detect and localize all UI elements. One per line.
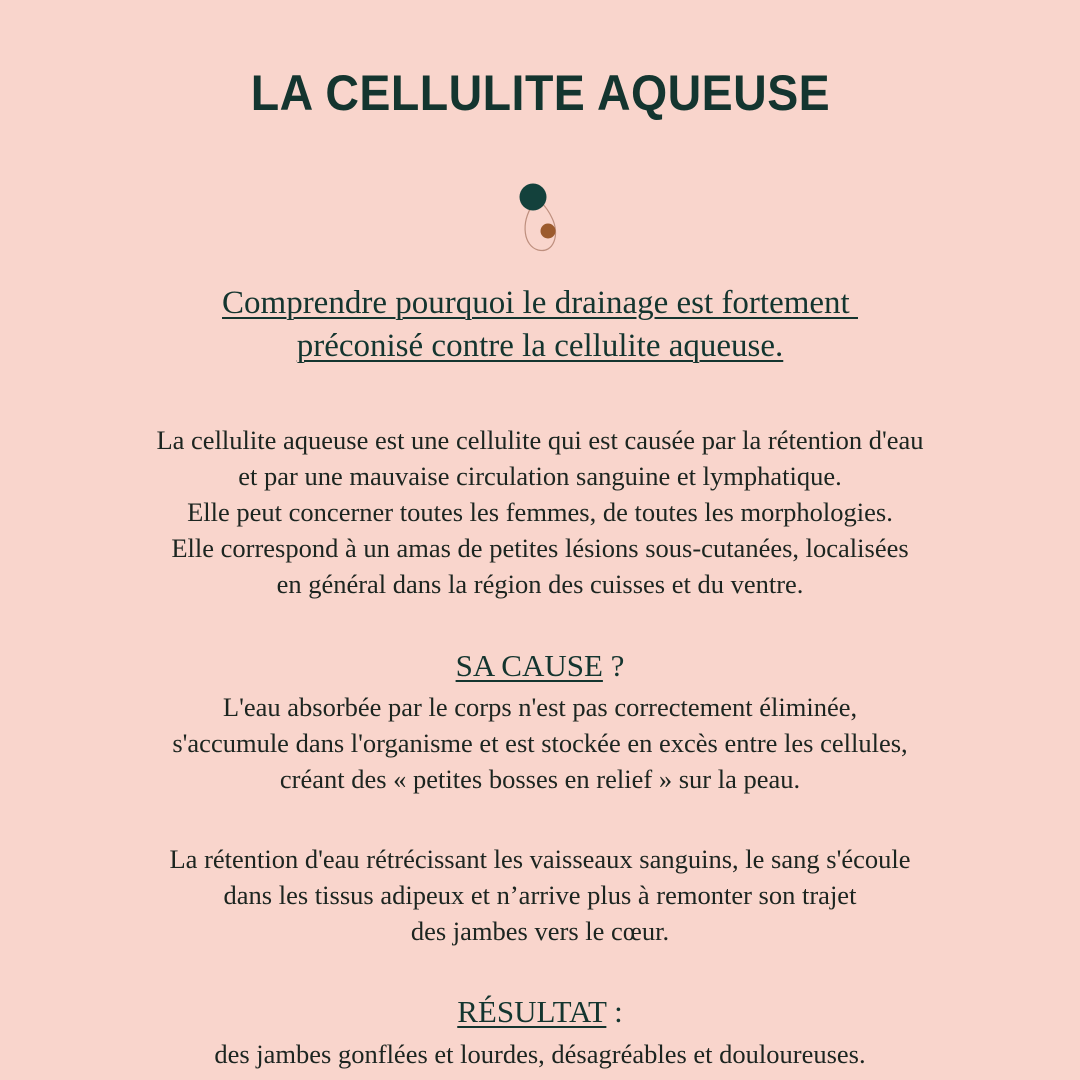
flow-line: dans les tissus adipeux et n’arrive plus à remonter son trajet [223, 879, 857, 910]
cause-paragraph [70, 690, 1010, 798]
page-title: LA CELLULITE AQUEUSE [250, 65, 830, 121]
flow-line: des jambes vers le cœur. [410, 915, 670, 946]
intro-paragraph [70, 423, 1010, 603]
cause-heading-tail: ? [602, 647, 625, 683]
cause-heading [456, 647, 625, 684]
result-heading-text: RÉSULTAT [457, 994, 607, 1030]
subtitle-line-1: Comprendre pourquoi le drainage est fortement [222, 284, 858, 321]
intro-line: La cellulite aqueuse est une cellulite qui est causée par la rétention d'eau [156, 425, 924, 456]
flow-paragraph [70, 842, 1010, 950]
cause-heading-text: SA CAUSE [455, 647, 603, 683]
result-heading [457, 993, 623, 1030]
intro-line: Elle peut concerner toutes les femmes, de toutes les morphologies. [187, 497, 893, 528]
result-line: des jambes gonflées et lourdes, désagréables et douloureuses. [214, 1038, 866, 1069]
result-paragraph [70, 1037, 1010, 1073]
result-heading-tail: : [606, 994, 623, 1030]
intro-line: en général dans la région des cuisses et du ventre. [276, 568, 804, 599]
intro-line: Elle correspond à un amas de petites lésions sous-cutanées, localisées [171, 532, 909, 563]
cause-line: s'accumule dans l'organisme et est stockée en excès entre les cellules, [172, 727, 908, 758]
decorative-ornament [480, 180, 600, 258]
cause-line: L'eau absorbée par le corps n'est pas correctement éliminée, [222, 691, 858, 722]
subtitle [90, 282, 990, 370]
subtitle-line-2: préconisé contre la cellulite aqueuse. [296, 328, 784, 365]
dark-teal-dot-icon [520, 183, 547, 210]
cause-line: créant des « petites bosses en relief » sur la peau. [279, 763, 801, 794]
ornament-svg [480, 180, 600, 258]
brown-dot-icon [541, 223, 556, 238]
intro-line: et par une mauvaise circulation sanguine et lymphatique. [238, 461, 842, 492]
flow-line: La rétention d'eau rétrécissant les vaisseaux sanguins, le sang s'écoule [169, 843, 911, 874]
